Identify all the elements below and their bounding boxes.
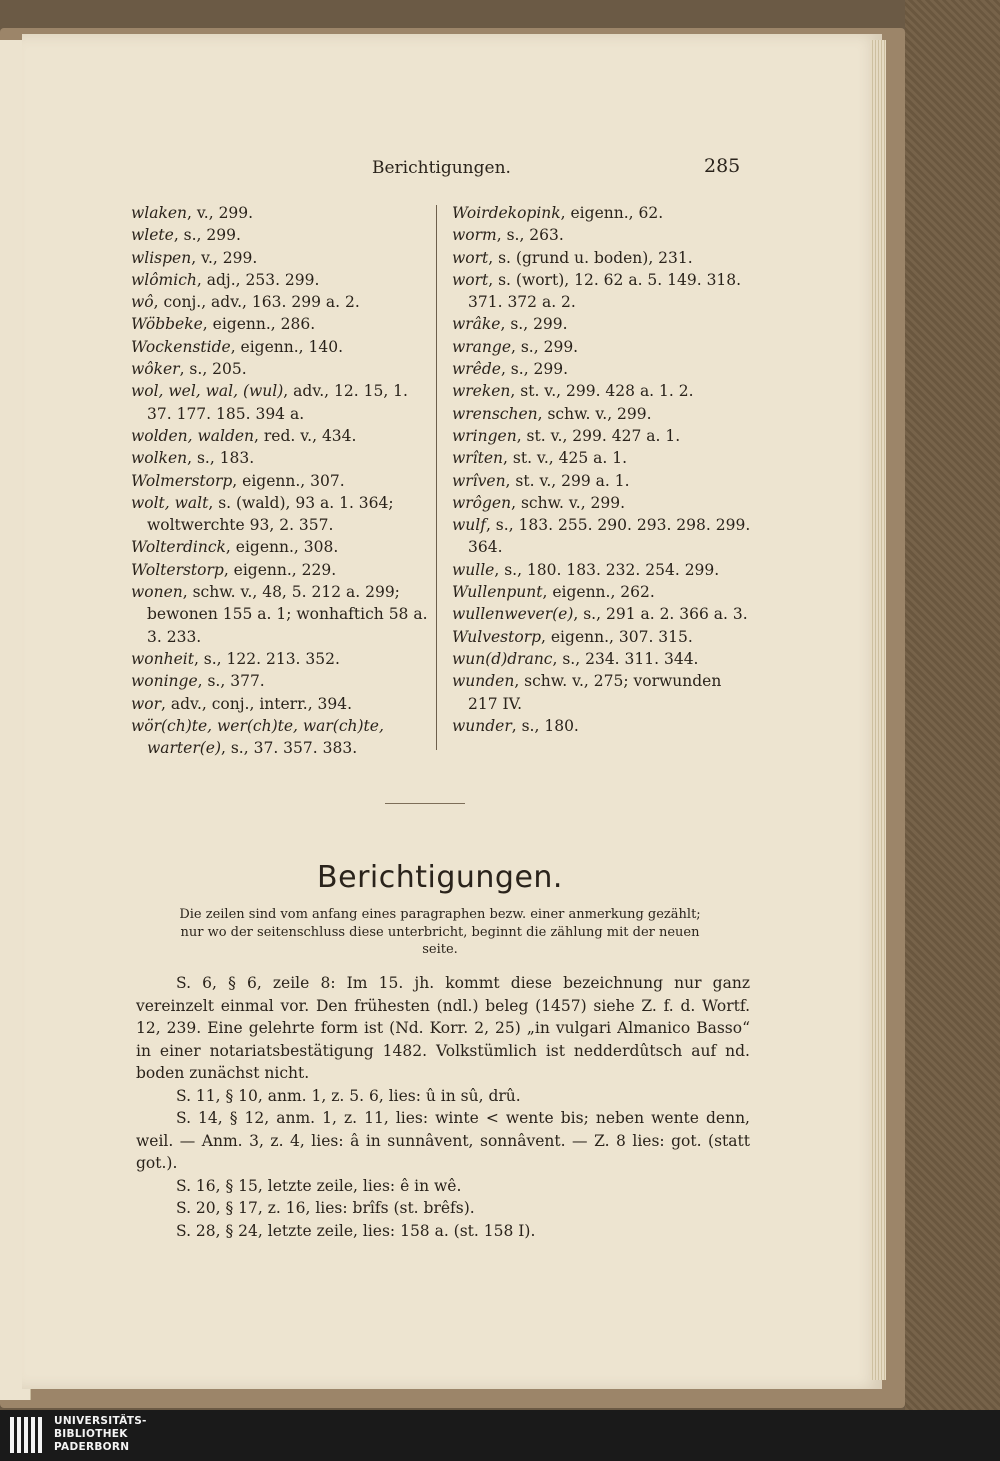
correction-item: S. 6, § 6, zeile 8: Im 15. jh. kommt diese bezeichnung nur ganz vereinzelt einmal vor. Den frühesten (ndl.) beleg (1457) siehe Z. f. d. Wortf. 12, 239. Eine gelehrte form ist (Nd. Korr. 2, 25) „in vulgari Almanico Basso“ in einer notariatsbestätigung 1482. Volkstümlich ist nedderdûtsch auf nd. boden zunächst nicht.	[136, 974, 750, 1082]
entry-references: , s., 180.	[511, 716, 579, 735]
index-entry	[131, 224, 429, 246]
entry-references: , eigenn., 140.	[230, 337, 344, 356]
library-logo-icon	[10, 1417, 44, 1453]
index-entry	[452, 470, 752, 492]
entry-references: , conj., adv., 163. 299 a. 2.	[153, 293, 360, 312]
index-entry	[131, 559, 429, 581]
entry-references: , v., 299.	[187, 204, 254, 222]
entry-references: , st. v., 299 a. 1.	[505, 471, 630, 490]
library-name-line3: PADERBORN	[54, 1441, 130, 1453]
entry-references: , eigenn., 307. 315.	[541, 627, 693, 646]
library-name	[54, 1415, 147, 1454]
index-entry	[452, 559, 752, 581]
entry-headword: wort	[452, 248, 489, 267]
entry-headword: wrange	[452, 337, 511, 356]
entry-references: , schw. v., 48, 5. 212 a. 299; bewonen 155 a. 1; wonhaftich 58 a. 3. 233.	[147, 583, 428, 646]
entry-references: , s., 299.	[500, 315, 568, 334]
index-entry	[452, 670, 752, 715]
entry-headword: wolken	[131, 449, 188, 468]
entry-references: , schw. v., 275; vorwunden 217 IV.	[468, 672, 722, 713]
entry-references: , s., 122. 213. 352.	[193, 649, 340, 668]
entry-headword: wreken	[452, 382, 511, 401]
index-entry	[452, 202, 752, 224]
cover-cloth	[905, 0, 1000, 1410]
entry-headword: wrôgen	[452, 493, 512, 512]
entry-headword: wringen	[452, 426, 517, 445]
index-entry	[131, 693, 429, 715]
entry-references: , s. (wald), 93 a. 1. 364; woltwerchte 93, 2. 357.	[147, 493, 394, 535]
index-entry	[452, 336, 752, 358]
index-entry	[452, 269, 752, 314]
index-entry	[131, 492, 429, 537]
entry-references: , adv., conj., interr., 394.	[161, 694, 353, 713]
index-entry	[131, 470, 429, 492]
entry-references: , v., 299.	[191, 248, 258, 267]
index-entry	[452, 626, 752, 648]
entry-headword: wolt, walt	[131, 493, 209, 512]
entry-headword: wör(ch)te, wer(ch)te, war(ch)te, warter(e)	[131, 716, 384, 758]
entry-headword: wunden	[452, 672, 515, 691]
entry-headword: worm	[452, 226, 497, 245]
entry-references: , s., 377.	[197, 672, 265, 691]
entry-references: , st. v., 299. 428 a. 1. 2.	[510, 382, 694, 401]
entry-headword: Wolterdinck	[131, 538, 226, 557]
entry-headword: wunder	[452, 716, 512, 735]
entry-references: , s., 299.	[511, 337, 579, 356]
entry-headword: wôker	[131, 360, 180, 379]
entry-references: , schw. v., 299.	[537, 404, 652, 423]
entry-references: , s., 180. 183. 232. 254. 299.	[494, 560, 720, 579]
entry-headword: Wolmerstorp	[131, 471, 233, 490]
entry-headword: wullenwever(e)	[452, 605, 574, 624]
index-entry	[452, 425, 752, 447]
entry-references: , s. (wort), 12. 62 a. 5. 149. 318. 371. 372 a. 2.	[468, 270, 742, 312]
index-column-left	[131, 202, 429, 759]
entry-headword: wrêde	[452, 360, 501, 379]
index-entry	[131, 336, 429, 358]
entry-headword: wulle	[452, 560, 495, 579]
column-divider	[436, 205, 437, 750]
entry-headword: wort	[452, 270, 489, 289]
corrections-list	[136, 972, 750, 1242]
index-entry	[452, 603, 752, 625]
index-entry	[452, 403, 752, 425]
entry-headword: wlômich	[131, 270, 197, 289]
index-entry	[452, 380, 752, 402]
entry-references: , eigenn., 308.	[225, 538, 339, 557]
correction-item: S. 16, § 15, letzte zeile, lies: ê in wê.	[176, 1176, 462, 1195]
entry-references: , s., 37. 357. 383.	[221, 739, 358, 758]
correction-item: S. 11, § 10, anm. 1, z. 5. 6, lies: û in sû, drû.	[176, 1086, 521, 1105]
entry-references: , st. v., 425 a. 1.	[503, 449, 628, 468]
index-entry	[452, 514, 752, 559]
library-name-line2: BIBLIOTHEK	[54, 1428, 128, 1440]
entry-references: , s. (grund u. boden), 231.	[488, 248, 693, 267]
index-column-right	[452, 202, 752, 737]
index-entry	[452, 247, 752, 269]
section-intro: Die zeilen sind vom anfang eines paragraphen bezw. einer anmerkung gezählt; nur wo der seitenschluss diese unterbricht, beginnt die zählung mit der neuen seite.	[179, 907, 701, 957]
index-entry	[131, 247, 429, 269]
entry-headword: Wockenstide	[131, 337, 231, 356]
entry-headword: wlispen	[131, 248, 192, 267]
index-entry	[131, 648, 429, 670]
entry-references: , adj., 253. 299.	[196, 270, 320, 289]
index-entry	[452, 581, 752, 603]
entry-headword: wonen	[131, 583, 183, 602]
section-title: Berichtigungen.	[317, 860, 563, 895]
entry-headword: wor	[131, 694, 162, 713]
index-entry	[131, 581, 429, 648]
index-entry	[452, 492, 752, 514]
entry-references: , schw. v., 299.	[511, 493, 626, 512]
entry-headword: wonheit	[131, 649, 194, 668]
index-entry	[452, 715, 752, 737]
entry-headword: Woirdekopink	[452, 204, 561, 222]
index-entry	[131, 536, 429, 558]
index-entry	[131, 313, 429, 335]
index-entry	[131, 269, 429, 291]
entry-references: , eigenn., 307.	[232, 471, 345, 490]
index-entry	[131, 358, 429, 380]
entry-references: , s., 183. 255. 290. 293. 298. 299. 364.	[468, 516, 751, 557]
entry-references: , s., 299.	[500, 360, 569, 379]
entry-references: , eigenn., 62.	[560, 204, 664, 222]
entry-references: , red. v., 434.	[254, 426, 357, 445]
entry-headword: wlaken	[131, 204, 188, 222]
entry-references: , eigenn., 229.	[223, 560, 337, 579]
index-entry	[131, 447, 429, 469]
index-entry	[131, 291, 429, 313]
correction-item: S. 28, § 24, letzte zeile, lies: 158 a. (st. 158 I).	[176, 1221, 536, 1240]
entry-headword: wrâke	[452, 315, 501, 334]
library-footer	[0, 1410, 1000, 1461]
index-entry	[452, 313, 752, 335]
entry-references: , s., 299.	[173, 226, 241, 245]
page-number: 285	[704, 155, 741, 177]
section-separator	[385, 803, 465, 804]
index-entry	[131, 202, 429, 224]
entry-references: , st. v., 299. 427 a. 1.	[516, 426, 681, 445]
entry-references: , s., 234. 311. 344.	[552, 649, 699, 668]
entry-headword: Wulvestorp	[452, 627, 542, 646]
entry-headword: Wolterstorp	[131, 560, 224, 579]
entry-references: , eigenn., 262.	[542, 583, 655, 602]
entry-references: , adv., 12. 15, 1. 37. 177. 185. 394 a.	[147, 382, 408, 423]
index-entry	[131, 715, 429, 760]
entry-headword: wrîven	[452, 471, 506, 490]
page-edges	[870, 40, 886, 1380]
entry-headword: wlete	[131, 226, 174, 245]
entry-headword: wrenschen	[452, 404, 538, 423]
index-entry	[131, 380, 429, 425]
correction-item: S. 14, § 12, anm. 1, z. 11, lies: winte < wente bis; neben wente denn, weil. — Anm. 3, z. 4, lies: â in sunnâvent, sonnâvent. — Z. 8 lies: got. (statt got.).	[136, 1109, 750, 1172]
entry-headword: wolden, walden	[131, 426, 255, 445]
library-name-line1: UNIVERSITÄTS-	[54, 1415, 147, 1427]
index-entry	[131, 425, 429, 447]
entry-references: , s., 263.	[496, 226, 564, 245]
entry-headword: wrîten	[452, 449, 504, 468]
running-head: Berichtigungen.	[372, 158, 511, 178]
entry-headword: Wullenpunt	[452, 583, 543, 602]
index-entry	[131, 670, 429, 692]
entry-headword: wun(d)dranc	[452, 649, 553, 668]
entry-headword: wô	[131, 293, 154, 312]
entry-references: , s., 183.	[187, 449, 255, 468]
entry-references: , s., 205.	[179, 360, 247, 379]
index-entry	[452, 648, 752, 670]
entry-headword: Wöbbeke	[131, 315, 203, 334]
correction-item: S. 20, § 17, z. 16, lies: brîfs (st. brêfs).	[176, 1199, 475, 1217]
entry-headword: woninge	[131, 672, 198, 691]
entry-references: , eigenn., 286.	[202, 315, 316, 334]
entry-headword: wol, wel, wal, (wul)	[131, 382, 284, 401]
index-entry	[452, 447, 752, 469]
index-entry	[452, 224, 752, 246]
entry-headword: wulf	[452, 516, 486, 535]
entry-references: , s., 291 a. 2. 366 a. 3.	[573, 605, 748, 624]
index-entry	[452, 358, 752, 380]
